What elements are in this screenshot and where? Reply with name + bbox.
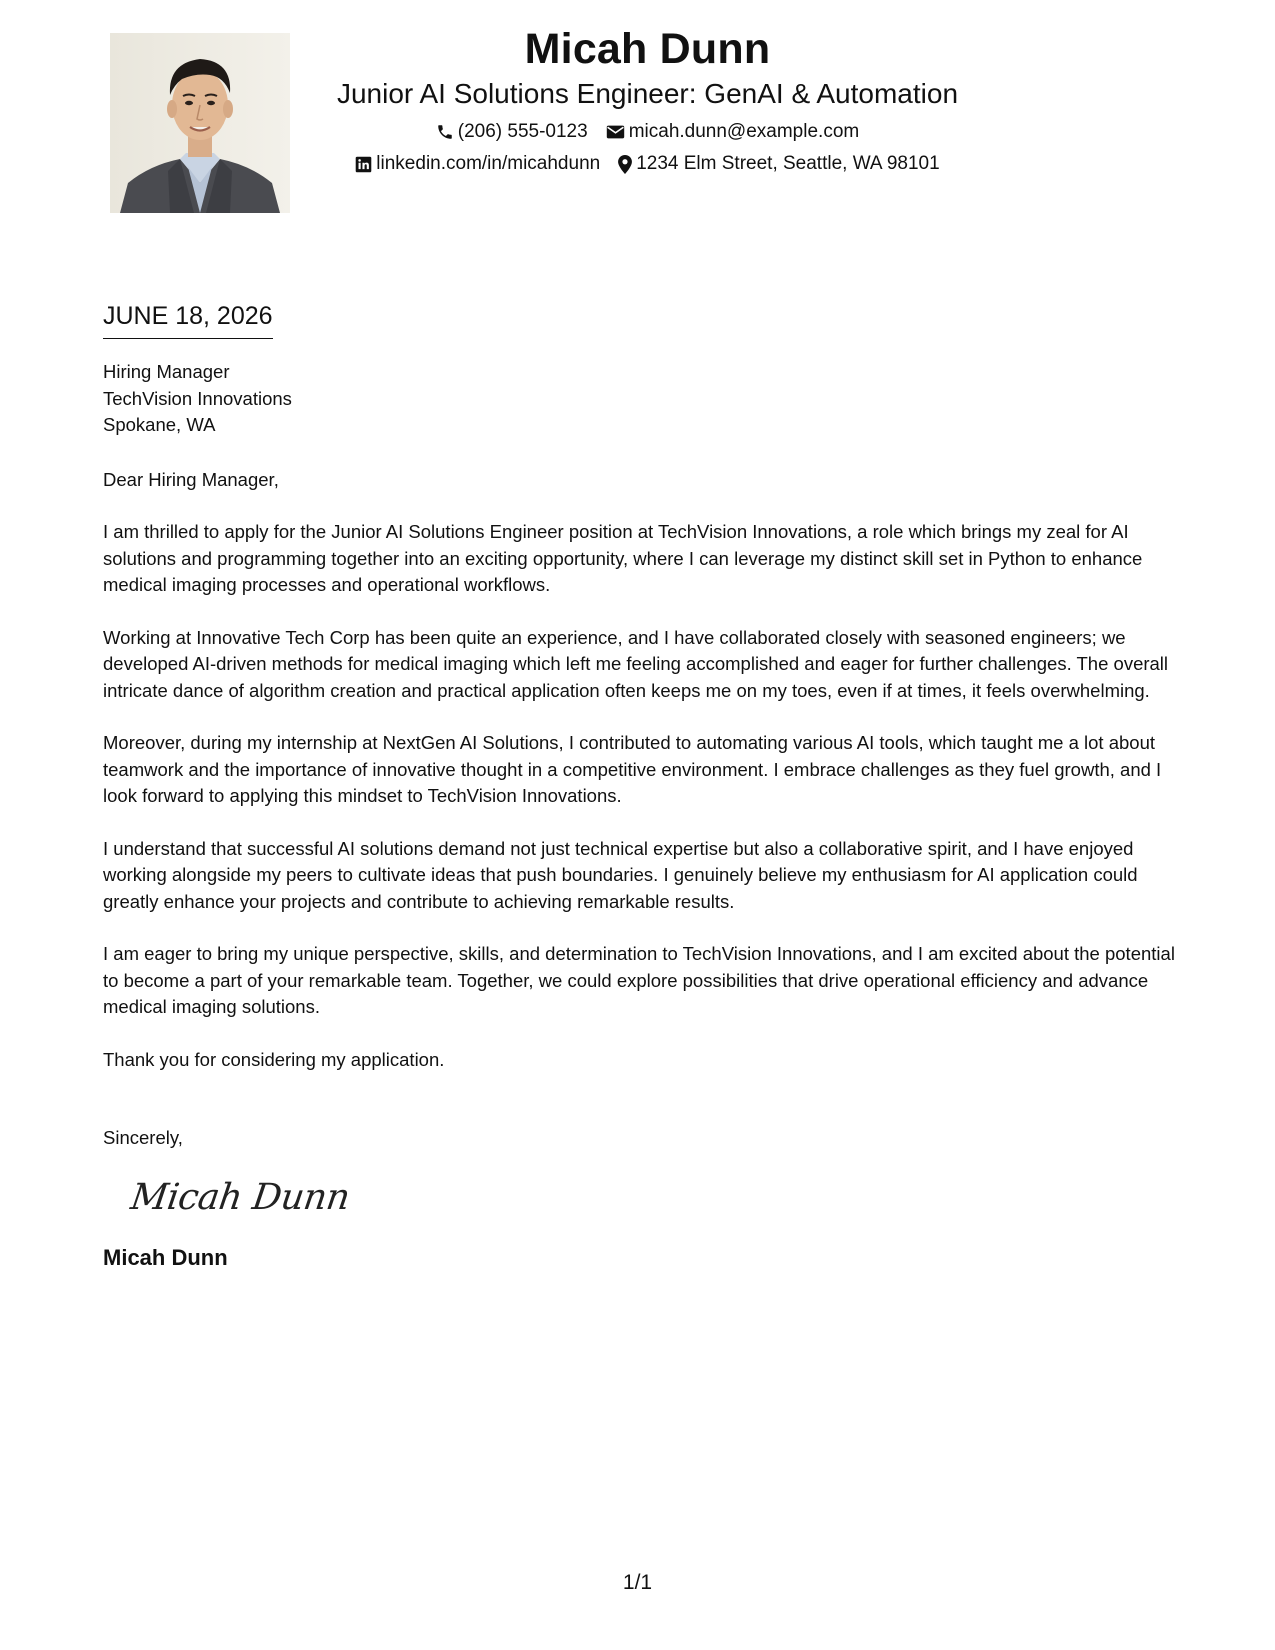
applicant-name: Micah Dunn (524, 25, 771, 73)
recipient-title: Hiring Manager (103, 361, 230, 382)
linkedin-icon (355, 156, 372, 173)
envelope-icon (606, 124, 625, 140)
contact-address (618, 152, 939, 176)
body-paragraph: Thank you for considering my application. (103, 1048, 445, 1070)
body-paragraph: I am eager to bring my unique perspective, skills, and determination to TechVision Innovations, and I am excited about the potential to become a part of your remarkable team. Together, we could explore possibilities that drive operational efficiency and advance medical imaging solutions. (103, 943, 1175, 1017)
salutation: Dear Hiring Manager, (103, 468, 279, 490)
email-text: micah.dunn@example.com (628, 121, 860, 142)
handwritten-signature: Micah Dunn (128, 1176, 353, 1218)
contact-phone[interactable] (436, 120, 588, 144)
map-pin-icon (618, 155, 632, 174)
body-paragraph: Working at Innovative Tech Corp has been quite an experience, and I have collaborated closely with seasoned engineers; we developed AI-driven methods for medical imaging which left me feeling accomplished and eager for further challenges. The overall intricate dance of algorithm creation and practical application often keeps me on my toes, even if at times, it feels overwhelming. (103, 626, 1169, 701)
phone-text: (206) 555-0123 (457, 121, 588, 142)
letter-date: JUNE 18, 2026 (103, 300, 273, 339)
letter-header (300, 22, 995, 176)
contact-linkedin[interactable] (355, 152, 600, 176)
address-text: 1234 Elm Street, Seattle, WA 98101 (636, 153, 940, 174)
body-paragraph: I am thrilled to apply for the Junior AI Solutions Engineer position at TechVision Innovations, a role which brings my zeal for AI solutions and programming together into an exciting opportunity, where I can leverage my distinct skill set in Python to enhance medical imaging processes and operational workflows. (103, 521, 1143, 595)
body-paragraph: I understand that successful AI solutions demand not just technical expertise but also a collaborative spirit, and I have enjoyed working alongside my peers to cultivate ideas that push boundaries. I genuinely believe my enthusiasm for AI application could greatly enhance your projects and contribute to achieving remarkable results. (103, 837, 1138, 912)
signer-name: Micah Dunn (103, 1244, 228, 1270)
contact-row-secondary (300, 152, 995, 176)
letter-body (103, 300, 1175, 1272)
recipient-location: Spokane, WA (103, 414, 216, 435)
profile-photo (110, 33, 290, 213)
contact-email[interactable] (606, 120, 860, 144)
applicant-headline: Junior AI Solutions Engineer: GenAI & Automation (336, 78, 959, 109)
body-paragraph: Moreover, during my internship at NextGen AI Solutions, I contributed to automating various AI tools, which taught me a lot about teamwork and the importance of innovative thought in a competitive environment. I embrace challenges as they fuel growth, and I look forward to applying this mindset to TechVision Innovations. (103, 732, 1162, 806)
closing: Sincerely, (103, 1127, 183, 1148)
page-number: 1/1 (622, 1571, 653, 1594)
phone-icon (436, 123, 454, 141)
contact-row-primary (300, 120, 995, 144)
recipient-company: TechVision Innovations (103, 387, 292, 409)
recipient-block (103, 359, 1175, 439)
linkedin-text: linkedin.com/in/micahdunn (376, 153, 601, 174)
